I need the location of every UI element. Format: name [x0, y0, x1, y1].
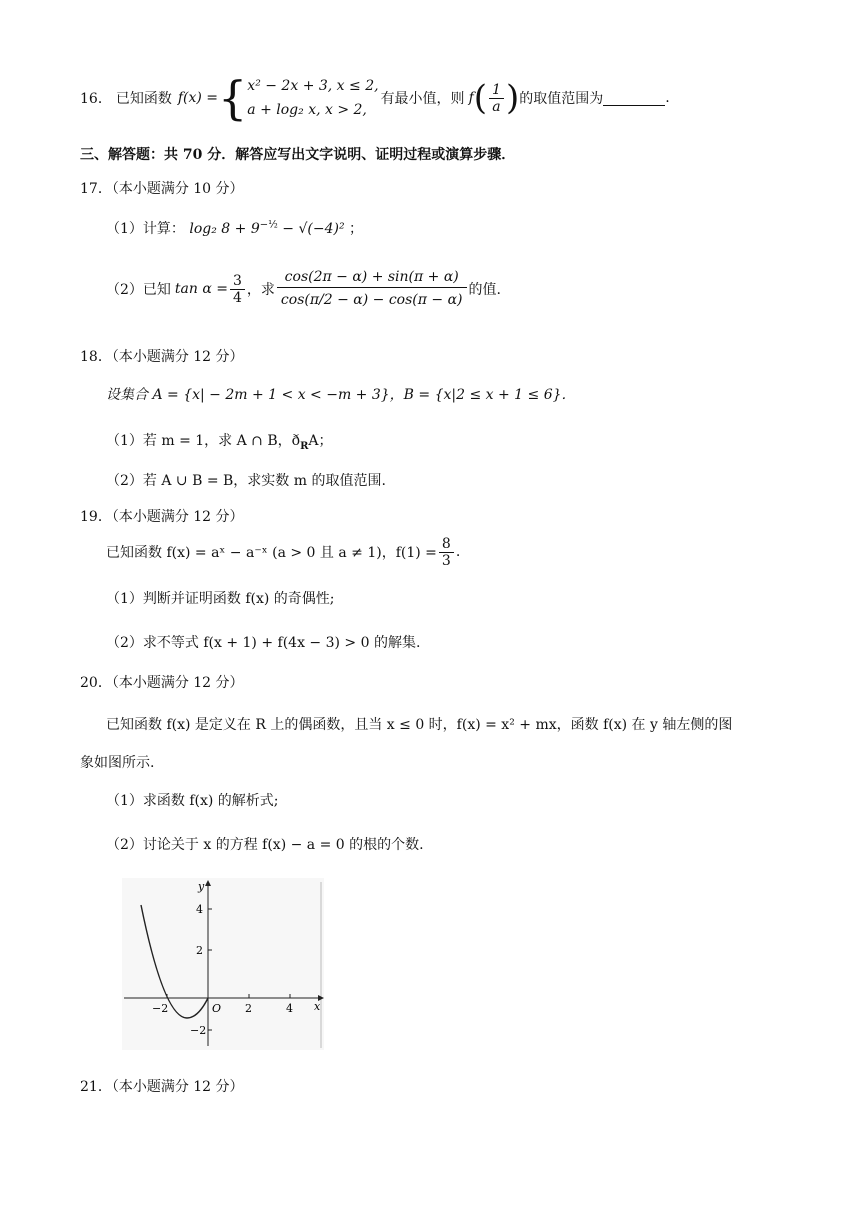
q16-lparen: (	[473, 78, 488, 118]
q16-lead: 已知函数	[115, 91, 172, 107]
q16-end: .	[665, 90, 670, 106]
y-tick-label-2: 2	[196, 944, 203, 957]
q16-frac	[489, 82, 504, 115]
q17-part2-label: （2）已知	[106, 282, 171, 298]
q17-head: 17．（本小题满分 10 分）	[80, 181, 244, 197]
q19-frac	[439, 536, 454, 569]
q16-fx: f(x) =	[177, 90, 219, 106]
x-tick-label-2: 2	[245, 1002, 252, 1015]
q20-line2: 象如图所示.	[80, 755, 155, 771]
q20-line1: 已知函数 f(x) 是定义在 R 上的偶函数，且当 x ≤ 0 时，f(x) = x² + mx，函数 f(x) 在 y 轴左侧的图	[106, 717, 733, 733]
q19-stmt-text: 已知函数 f(x) = aˣ − a⁻ˣ (a > 0 且 a ≠ 1)，f(1) =	[106, 545, 437, 561]
q17-part1-end: ；	[349, 221, 364, 237]
q19-frac-num: 8	[439, 536, 454, 553]
q16-number: 16．	[80, 91, 112, 107]
q20-part1: （1）求函数 f(x) 的解析式;	[106, 793, 279, 809]
q19-head: 19．（本小题满分 12 分）	[80, 509, 244, 525]
q17-part1-expr: log₂ 8 + 9	[189, 221, 260, 237]
q20-head: 20．（本小题满分 12 分）	[80, 675, 244, 691]
q16-cases	[247, 74, 378, 122]
q19-stmt-end: .	[455, 544, 461, 560]
q16-rparen: )	[505, 78, 520, 118]
q17-part1-label: （1）计算：	[106, 221, 185, 237]
q16-line	[80, 71, 670, 125]
q16-case2: a + log₂ x, x > 2,	[247, 102, 367, 118]
q17-part2-big-num: cos(2π − α) + sin(π + α)	[277, 267, 467, 288]
section-3-heading: 三、解答题：共 70 分．解答应写出文字说明、证明过程或演算步骤．	[80, 147, 516, 163]
q18-part1-sub: R	[300, 440, 309, 452]
q18-part1-end: A；	[308, 433, 333, 449]
x-axis-label: x	[314, 1000, 321, 1013]
y-tick-label-4: 4	[196, 903, 203, 916]
q19-part2: （2）求不等式 f(x + 1) + f(4x − 3) > 0 的解集.	[106, 635, 421, 651]
q19-frac-den: 3	[441, 552, 451, 569]
q16-frac-num: 1	[489, 82, 504, 99]
q17-part1	[106, 218, 363, 238]
q17-part2-end: 的值.	[468, 282, 501, 298]
origin-label: O	[212, 1002, 222, 1015]
x-tick-label-4: 4	[286, 1002, 293, 1015]
function-graph	[122, 878, 324, 1050]
q16-tail: 的取值范围为	[519, 91, 604, 107]
q18-head: 18．（本小题满分 12 分）	[80, 349, 244, 365]
q17-part2-mid: ，求	[246, 282, 275, 298]
q17-part2-tan: tan α =	[174, 281, 228, 297]
q17-part2-big-den: cos(π/2 − α) − cos(π − α)	[280, 291, 463, 308]
q18-part1	[106, 430, 333, 452]
q16-frac-den: a	[492, 98, 501, 115]
q17-part2-tan-den: 4	[233, 289, 242, 306]
graph-background	[122, 878, 324, 1050]
q18-part1-text: （1）若 m = 1，求 A ∩ B，ð	[106, 433, 301, 449]
q16-case1: x² − 2x + 3, x ≤ 2,	[247, 78, 379, 94]
q17-part2	[106, 256, 501, 322]
q16-brace: {	[218, 71, 248, 125]
q17-part2-tan-num: 3	[230, 273, 245, 290]
q19-part1: （1）判断并证明函数 f(x) 的奇偶性;	[106, 591, 335, 607]
y-tick-label-neg2: −2	[190, 1024, 207, 1037]
q16-answer-blank[interactable]	[603, 91, 665, 106]
q18-set-def: 设集合 A = {x| − 2m + 1 < x < −m + 3}，B = {x|2 ≤ x + 1 ≤ 6}．	[106, 387, 576, 403]
q18-part2: （2）若 A ∪ B = B，求实数 m 的取值范围.	[106, 473, 386, 489]
q17-part2-tan-frac	[230, 273, 245, 306]
q17-part1-rest: − √(−4)²	[282, 221, 345, 237]
q19-stmt	[106, 530, 460, 574]
q17-part2-big-frac	[277, 267, 467, 312]
q21-head: 21．（本小题满分 12 分）	[80, 1079, 244, 1095]
q16-f: f	[468, 90, 474, 106]
q17-part1-exponent: −½	[259, 219, 278, 231]
x-tick-label-neg2: −2	[152, 1002, 169, 1015]
q16-mid: 有最小值，则	[380, 91, 465, 107]
q20-part2: （2）讨论关于 x 的方程 f(x) − a = 0 的根的个数.	[106, 837, 424, 853]
y-axis-label: y	[198, 880, 205, 893]
